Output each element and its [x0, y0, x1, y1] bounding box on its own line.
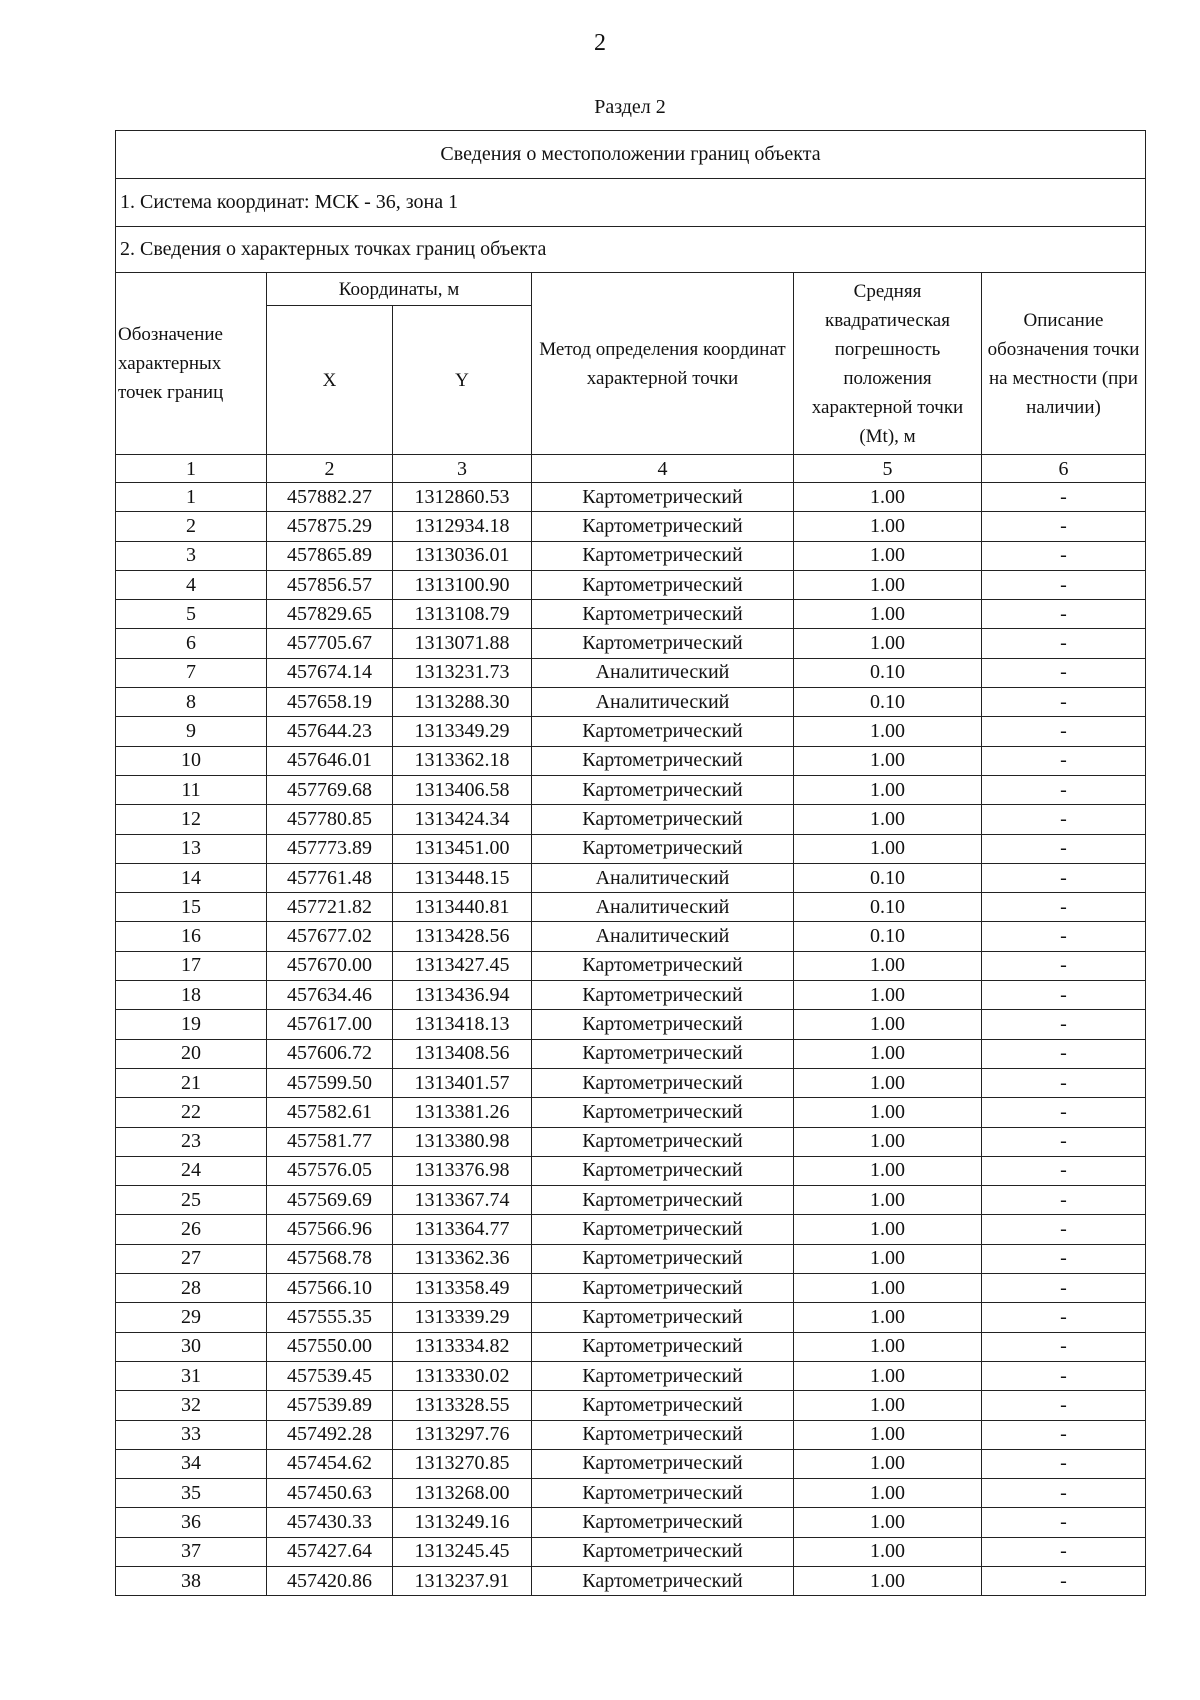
y-coordinate-cell: 1313297.76 [393, 1420, 532, 1449]
method-cell: Картометрический [532, 1244, 794, 1273]
error-cell: 1.00 [794, 805, 982, 834]
x-coordinate-cell: 457582.61 [267, 1098, 393, 1127]
description-cell: - [982, 863, 1146, 892]
method-cell: Картометрический [532, 1537, 794, 1566]
point-number-cell: 13 [116, 834, 267, 863]
error-cell: 0.10 [794, 688, 982, 717]
error-cell: 1.00 [794, 1156, 982, 1185]
x-coordinate-cell: 457566.96 [267, 1215, 393, 1244]
table-row [116, 1039, 1146, 1068]
description-cell: - [982, 951, 1146, 980]
method-cell: Картометрический [532, 1215, 794, 1244]
table-row [116, 512, 1146, 541]
y-coordinate-cell: 1313268.00 [393, 1479, 532, 1508]
x-coordinate-cell: 457882.27 [267, 483, 393, 512]
column-header-description: Описание обозначения точки на местности (при наличии) [982, 273, 1146, 455]
description-cell: - [982, 1127, 1146, 1156]
description-cell: - [982, 1098, 1146, 1127]
y-coordinate-cell: 1313334.82 [393, 1332, 532, 1361]
description-cell: - [982, 1508, 1146, 1537]
table-row [116, 893, 1146, 922]
error-cell: 1.00 [794, 1537, 982, 1566]
x-coordinate-cell: 457568.78 [267, 1244, 393, 1273]
method-cell: Картометрический [532, 951, 794, 980]
method-cell: Картометрический [532, 600, 794, 629]
column-header-y: Y [393, 306, 532, 455]
point-number-cell: 36 [116, 1508, 267, 1537]
description-cell: - [982, 805, 1146, 834]
description-cell: - [982, 1479, 1146, 1508]
method-cell: Аналитический [532, 893, 794, 922]
description-cell: - [982, 1274, 1146, 1303]
description-cell: - [982, 1537, 1146, 1566]
point-number-cell: 3 [116, 541, 267, 570]
method-cell: Картометрический [532, 717, 794, 746]
point-number-cell: 23 [116, 1127, 267, 1156]
x-coordinate-cell: 457674.14 [267, 658, 393, 687]
method-cell: Картометрический [532, 1332, 794, 1361]
table-row [116, 483, 1146, 512]
coordinate-system: 1. Система координат: МСК - 36, зона 1 [116, 179, 1146, 227]
method-cell: Картометрический [532, 483, 794, 512]
description-cell: - [982, 1156, 1146, 1185]
table-row [116, 1391, 1146, 1420]
table-row [116, 805, 1146, 834]
error-cell: 1.00 [794, 1479, 982, 1508]
point-number-cell: 27 [116, 1244, 267, 1273]
table-row [116, 863, 1146, 892]
x-coordinate-cell: 457875.29 [267, 512, 393, 541]
description-cell: - [982, 893, 1146, 922]
x-coordinate-cell: 457856.57 [267, 570, 393, 599]
description-cell: - [982, 1391, 1146, 1420]
table-row [116, 1274, 1146, 1303]
error-cell: 1.00 [794, 1244, 982, 1273]
x-coordinate-cell: 457617.00 [267, 1010, 393, 1039]
method-cell: Картометрический [532, 1479, 794, 1508]
y-coordinate-cell: 1313349.29 [393, 717, 532, 746]
x-coordinate-cell: 457427.64 [267, 1537, 393, 1566]
y-coordinate-cell: 1313401.57 [393, 1068, 532, 1097]
description-cell: - [982, 600, 1146, 629]
method-cell: Картометрический [532, 1274, 794, 1303]
table-row [116, 951, 1146, 980]
point-number-cell: 21 [116, 1068, 267, 1097]
description-cell: - [982, 1303, 1146, 1332]
y-coordinate-cell: 1313448.15 [393, 863, 532, 892]
error-cell: 1.00 [794, 1361, 982, 1390]
y-coordinate-cell: 1313328.55 [393, 1391, 532, 1420]
point-number-cell: 18 [116, 981, 267, 1010]
method-cell: Картометрический [532, 1508, 794, 1537]
method-cell: Картометрический [532, 1186, 794, 1215]
y-coordinate-cell: 1313424.34 [393, 805, 532, 834]
error-cell: 1.00 [794, 1068, 982, 1097]
method-cell: Картометрический [532, 1420, 794, 1449]
method-cell: Картометрический [532, 1361, 794, 1390]
description-cell: - [982, 1449, 1146, 1478]
table-row [116, 600, 1146, 629]
method-cell: Картометрический [532, 1127, 794, 1156]
y-coordinate-cell: 1313364.77 [393, 1215, 532, 1244]
method-cell: Картометрический [532, 746, 794, 775]
method-cell: Картометрический [532, 981, 794, 1010]
column-header-x: X [267, 306, 393, 455]
column-number: 6 [982, 455, 1146, 483]
method-cell: Картометрический [532, 805, 794, 834]
table-row [116, 570, 1146, 599]
y-coordinate-cell: 1313100.90 [393, 570, 532, 599]
error-cell: 1.00 [794, 1215, 982, 1244]
table-row [116, 1156, 1146, 1185]
x-coordinate-cell: 457644.23 [267, 717, 393, 746]
description-cell: - [982, 512, 1146, 541]
table-row [116, 775, 1146, 804]
table-row [116, 1449, 1146, 1478]
description-cell: - [982, 834, 1146, 863]
point-number-cell: 29 [116, 1303, 267, 1332]
x-coordinate-cell: 457599.50 [267, 1068, 393, 1097]
x-coordinate-cell: 457769.68 [267, 775, 393, 804]
x-coordinate-cell: 457539.89 [267, 1391, 393, 1420]
table-row [116, 1186, 1146, 1215]
point-number-cell: 12 [116, 805, 267, 834]
table-row [116, 1303, 1146, 1332]
error-cell: 1.00 [794, 541, 982, 570]
error-cell: 0.10 [794, 863, 982, 892]
column-header-coordinates: Координаты, м [267, 273, 532, 306]
y-coordinate-cell: 1313367.74 [393, 1186, 532, 1215]
error-cell: 1.00 [794, 834, 982, 863]
table-row [116, 658, 1146, 687]
table-row [116, 1010, 1146, 1039]
x-coordinate-cell: 457670.00 [267, 951, 393, 980]
point-number-cell: 1 [116, 483, 267, 512]
table-row [116, 981, 1146, 1010]
y-coordinate-cell: 1313330.02 [393, 1361, 532, 1390]
x-coordinate-cell: 457454.62 [267, 1449, 393, 1478]
description-cell: - [982, 570, 1146, 599]
error-cell: 0.10 [794, 658, 982, 687]
y-coordinate-cell: 1312860.53 [393, 483, 532, 512]
y-coordinate-cell: 1313237.91 [393, 1566, 532, 1595]
table-row [116, 629, 1146, 658]
error-cell: 1.00 [794, 600, 982, 629]
y-coordinate-cell: 1313358.49 [393, 1274, 532, 1303]
section-title: Раздел 2 [594, 96, 666, 118]
y-coordinate-cell: 1313231.73 [393, 658, 532, 687]
point-number-cell: 28 [116, 1274, 267, 1303]
error-cell: 1.00 [794, 1508, 982, 1537]
x-coordinate-cell: 457773.89 [267, 834, 393, 863]
method-cell: Картометрический [532, 1010, 794, 1039]
y-coordinate-cell: 1313376.98 [393, 1156, 532, 1185]
description-cell: - [982, 775, 1146, 804]
method-cell: Аналитический [532, 922, 794, 951]
point-number-cell: 32 [116, 1391, 267, 1420]
table-row [116, 688, 1146, 717]
error-cell: 1.00 [794, 629, 982, 658]
x-coordinate-cell: 457829.65 [267, 600, 393, 629]
table-row [116, 1127, 1146, 1156]
method-cell: Картометрический [532, 834, 794, 863]
x-coordinate-cell: 457569.69 [267, 1186, 393, 1215]
error-cell: 1.00 [794, 1098, 982, 1127]
method-cell: Картометрический [532, 1039, 794, 1068]
column-number: 1 [116, 455, 267, 483]
error-cell: 1.00 [794, 570, 982, 599]
table-row [116, 834, 1146, 863]
table-row [116, 1215, 1146, 1244]
y-coordinate-cell: 1313381.26 [393, 1098, 532, 1127]
method-cell: Картометрический [532, 1098, 794, 1127]
y-coordinate-cell: 1313408.56 [393, 1039, 532, 1068]
error-cell: 0.10 [794, 893, 982, 922]
error-cell: 1.00 [794, 951, 982, 980]
y-coordinate-cell: 1313451.00 [393, 834, 532, 863]
description-cell: - [982, 1361, 1146, 1390]
y-coordinate-cell: 1313406.58 [393, 775, 532, 804]
x-coordinate-cell: 457677.02 [267, 922, 393, 951]
description-cell: - [982, 922, 1146, 951]
method-cell: Картометрический [532, 512, 794, 541]
error-cell: 1.00 [794, 1391, 982, 1420]
x-coordinate-cell: 457705.67 [267, 629, 393, 658]
y-coordinate-cell: 1312934.18 [393, 512, 532, 541]
x-coordinate-cell: 457420.86 [267, 1566, 393, 1595]
y-coordinate-cell: 1313339.29 [393, 1303, 532, 1332]
error-cell: 1.00 [794, 1274, 982, 1303]
description-cell: - [982, 1244, 1146, 1273]
point-number-cell: 16 [116, 922, 267, 951]
y-coordinate-cell: 1313071.88 [393, 629, 532, 658]
y-coordinate-cell: 1313380.98 [393, 1127, 532, 1156]
x-coordinate-cell: 457581.77 [267, 1127, 393, 1156]
x-coordinate-cell: 457634.46 [267, 981, 393, 1010]
description-cell: - [982, 981, 1146, 1010]
x-coordinate-cell: 457539.45 [267, 1361, 393, 1390]
x-coordinate-cell: 457430.33 [267, 1508, 393, 1537]
table-title: Сведения о местоположении границ объекта [116, 131, 1146, 179]
table-row [116, 1098, 1146, 1127]
y-coordinate-cell: 1313245.45 [393, 1537, 532, 1566]
point-number-cell: 9 [116, 717, 267, 746]
point-number-cell: 10 [116, 746, 267, 775]
method-cell: Аналитический [532, 688, 794, 717]
error-cell: 1.00 [794, 1566, 982, 1595]
point-number-cell: 26 [116, 1215, 267, 1244]
column-number: 4 [532, 455, 794, 483]
method-cell: Картометрический [532, 775, 794, 804]
column-number: 2 [267, 455, 393, 483]
error-cell: 0.10 [794, 922, 982, 951]
error-cell: 1.00 [794, 1127, 982, 1156]
point-number-cell: 30 [116, 1332, 267, 1361]
y-coordinate-cell: 1313440.81 [393, 893, 532, 922]
y-coordinate-cell: 1313108.79 [393, 600, 532, 629]
x-coordinate-cell: 457721.82 [267, 893, 393, 922]
error-cell: 1.00 [794, 717, 982, 746]
point-number-cell: 4 [116, 570, 267, 599]
x-coordinate-cell: 457646.01 [267, 746, 393, 775]
point-number-cell: 33 [116, 1420, 267, 1449]
point-number-cell: 35 [116, 1479, 267, 1508]
x-coordinate-cell: 457865.89 [267, 541, 393, 570]
description-cell: - [982, 1068, 1146, 1097]
point-number-cell: 20 [116, 1039, 267, 1068]
point-number-cell: 24 [116, 1156, 267, 1185]
table-row [116, 1508, 1146, 1537]
column-number: 5 [794, 455, 982, 483]
error-cell: 1.00 [794, 1449, 982, 1478]
x-coordinate-cell: 457555.35 [267, 1303, 393, 1332]
point-number-cell: 31 [116, 1361, 267, 1390]
point-number-cell: 6 [116, 629, 267, 658]
y-coordinate-cell: 1313362.18 [393, 746, 532, 775]
error-cell: 1.00 [794, 1303, 982, 1332]
y-coordinate-cell: 1313418.13 [393, 1010, 532, 1039]
point-number-cell: 14 [116, 863, 267, 892]
table-row [116, 1420, 1146, 1449]
point-number-cell: 7 [116, 658, 267, 687]
table-row [116, 1332, 1146, 1361]
y-coordinate-cell: 1313288.30 [393, 688, 532, 717]
x-coordinate-cell: 457606.72 [267, 1039, 393, 1068]
table-row [116, 1479, 1146, 1508]
description-cell: - [982, 1215, 1146, 1244]
point-number-cell: 8 [116, 688, 267, 717]
description-cell: - [982, 629, 1146, 658]
description-cell: - [982, 1186, 1146, 1215]
table-row [116, 1361, 1146, 1390]
error-cell: 1.00 [794, 981, 982, 1010]
point-number-cell: 11 [116, 775, 267, 804]
y-coordinate-cell: 1313428.56 [393, 922, 532, 951]
point-number-cell: 22 [116, 1098, 267, 1127]
y-coordinate-cell: 1313436.94 [393, 981, 532, 1010]
method-cell: Картометрический [532, 1566, 794, 1595]
description-cell: - [982, 1420, 1146, 1449]
point-number-cell: 17 [116, 951, 267, 980]
point-number-cell: 38 [116, 1566, 267, 1595]
column-header-method: Метод определения координат характерной точки [532, 273, 794, 455]
x-coordinate-cell: 457566.10 [267, 1274, 393, 1303]
point-number-cell: 37 [116, 1537, 267, 1566]
table-row [116, 717, 1146, 746]
table-row [116, 922, 1146, 951]
method-cell: Картометрический [532, 1391, 794, 1420]
error-cell: 1.00 [794, 746, 982, 775]
method-cell: Картометрический [532, 629, 794, 658]
boundary-points-table [115, 130, 1146, 1596]
page-number: 2 [594, 30, 606, 56]
method-cell: Картометрический [532, 1156, 794, 1185]
description-cell: - [982, 1332, 1146, 1361]
y-coordinate-cell: 1313036.01 [393, 541, 532, 570]
method-cell: Аналитический [532, 863, 794, 892]
point-number-cell: 25 [116, 1186, 267, 1215]
description-cell: - [982, 717, 1146, 746]
error-cell: 1.00 [794, 775, 982, 804]
method-cell: Картометрический [532, 1068, 794, 1097]
point-number-cell: 2 [116, 512, 267, 541]
y-coordinate-cell: 1313270.85 [393, 1449, 532, 1478]
column-header-error: Средняя квадратическая погрешность положения характерной точки (Mt), м [794, 273, 982, 455]
x-coordinate-cell: 457576.05 [267, 1156, 393, 1185]
error-cell: 1.00 [794, 1420, 982, 1449]
table-row [116, 1244, 1146, 1273]
description-cell: - [982, 688, 1146, 717]
y-coordinate-cell: 1313427.45 [393, 951, 532, 980]
table-row [116, 1566, 1146, 1595]
y-coordinate-cell: 1313362.36 [393, 1244, 532, 1273]
error-cell: 1.00 [794, 1010, 982, 1039]
description-cell: - [982, 483, 1146, 512]
point-number-cell: 34 [116, 1449, 267, 1478]
error-cell: 1.00 [794, 1186, 982, 1215]
table-row [116, 1537, 1146, 1566]
description-cell: - [982, 746, 1146, 775]
table-row [116, 1068, 1146, 1097]
table-body [116, 483, 1146, 1596]
method-cell: Картометрический [532, 570, 794, 599]
method-cell: Картометрический [532, 541, 794, 570]
description-cell: - [982, 541, 1146, 570]
points-section-header: 2. Сведения о характерных точках границ объекта [116, 227, 1146, 273]
x-coordinate-cell: 457550.00 [267, 1332, 393, 1361]
table-row [116, 541, 1146, 570]
method-cell: Картометрический [532, 1449, 794, 1478]
description-cell: - [982, 1010, 1146, 1039]
x-coordinate-cell: 457450.63 [267, 1479, 393, 1508]
method-cell: Картометрический [532, 1303, 794, 1332]
description-cell: - [982, 1039, 1146, 1068]
point-number-cell: 5 [116, 600, 267, 629]
error-cell: 1.00 [794, 1039, 982, 1068]
description-cell: - [982, 1566, 1146, 1595]
column-number: 3 [393, 455, 532, 483]
method-cell: Аналитический [532, 658, 794, 687]
table-row [116, 746, 1146, 775]
error-cell: 1.00 [794, 483, 982, 512]
description-cell: - [982, 658, 1146, 687]
x-coordinate-cell: 457780.85 [267, 805, 393, 834]
y-coordinate-cell: 1313249.16 [393, 1508, 532, 1537]
x-coordinate-cell: 457761.48 [267, 863, 393, 892]
x-coordinate-cell: 457492.28 [267, 1420, 393, 1449]
column-header-designation: Обозначение характерных точек границ [116, 273, 267, 455]
point-number-cell: 19 [116, 1010, 267, 1039]
error-cell: 1.00 [794, 1332, 982, 1361]
point-number-cell: 15 [116, 893, 267, 922]
x-coordinate-cell: 457658.19 [267, 688, 393, 717]
error-cell: 1.00 [794, 512, 982, 541]
